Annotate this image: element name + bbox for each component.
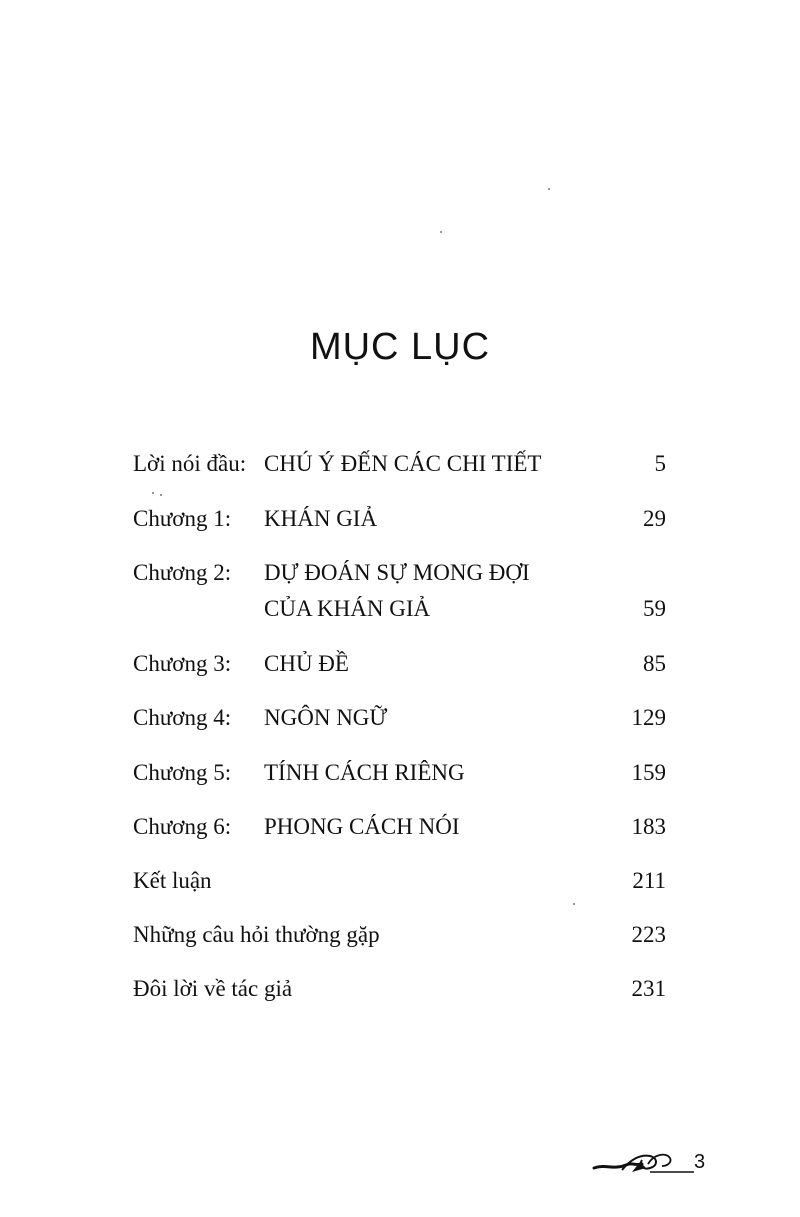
toc-entry-page: 183	[631, 814, 666, 839]
scan-speck	[440, 231, 442, 233]
toc-entry-label: Những câu hỏi thường gặp	[133, 922, 380, 947]
toc-entry-page: 29	[643, 506, 666, 531]
toc-entry-label: Chương 4:	[133, 705, 232, 730]
scan-speck	[152, 492, 154, 494]
toc-entry-title: DỰ ĐOÁN SỰ MONG ĐỢI	[264, 560, 530, 585]
toc-entry-label: Chương 3:	[133, 651, 232, 676]
toc-entry-page: 129	[631, 705, 666, 730]
toc-entry-page: 231	[631, 976, 666, 1001]
toc-entry-title-line2: CỦA KHÁN GIẢ	[264, 596, 431, 621]
toc-entry-title: KHÁN GIẢ	[264, 506, 378, 531]
toc-entry-title: PHONG CÁCH NÓI	[264, 814, 460, 839]
toc-entry-title: TÍNH CÁCH RIÊNG	[264, 760, 465, 785]
toc-entry-page: 223	[631, 922, 666, 947]
toc-entry-label: Chương 5:	[133, 760, 232, 785]
toc-entry-label: Lời nói đầu:	[133, 451, 247, 476]
toc-entry-page: 85	[643, 651, 666, 676]
scan-speck	[548, 188, 550, 190]
toc-entry-page: 211	[632, 868, 666, 893]
page-title: MỤC LỤC	[309, 326, 491, 368]
page-number: 3	[694, 1151, 706, 1173]
toc-entry-page: 159	[631, 760, 666, 785]
toc-entry-label: Chương 1:	[133, 506, 232, 531]
toc-entry-label: Kết luận	[133, 868, 212, 893]
toc-entry-label: Đôi lời về tác giả	[133, 976, 293, 1001]
scan-speck	[160, 494, 162, 496]
toc-entry-title: CHÚ Ý ĐẾN CÁC CHI TIẾT	[264, 451, 542, 476]
toc-entry-label: Chương 2:	[133, 560, 232, 585]
toc-entry-title: CHỦ ĐỀ	[264, 651, 349, 676]
toc-entry-page: 59	[643, 596, 666, 621]
scan-speck	[573, 903, 575, 905]
toc-entry-label: Chương 6:	[133, 814, 232, 839]
decorative-swirl-icon	[592, 1144, 696, 1180]
toc-entry-page: 5	[654, 451, 666, 476]
toc-entry-title: NGÔN NGỮ	[264, 705, 388, 730]
